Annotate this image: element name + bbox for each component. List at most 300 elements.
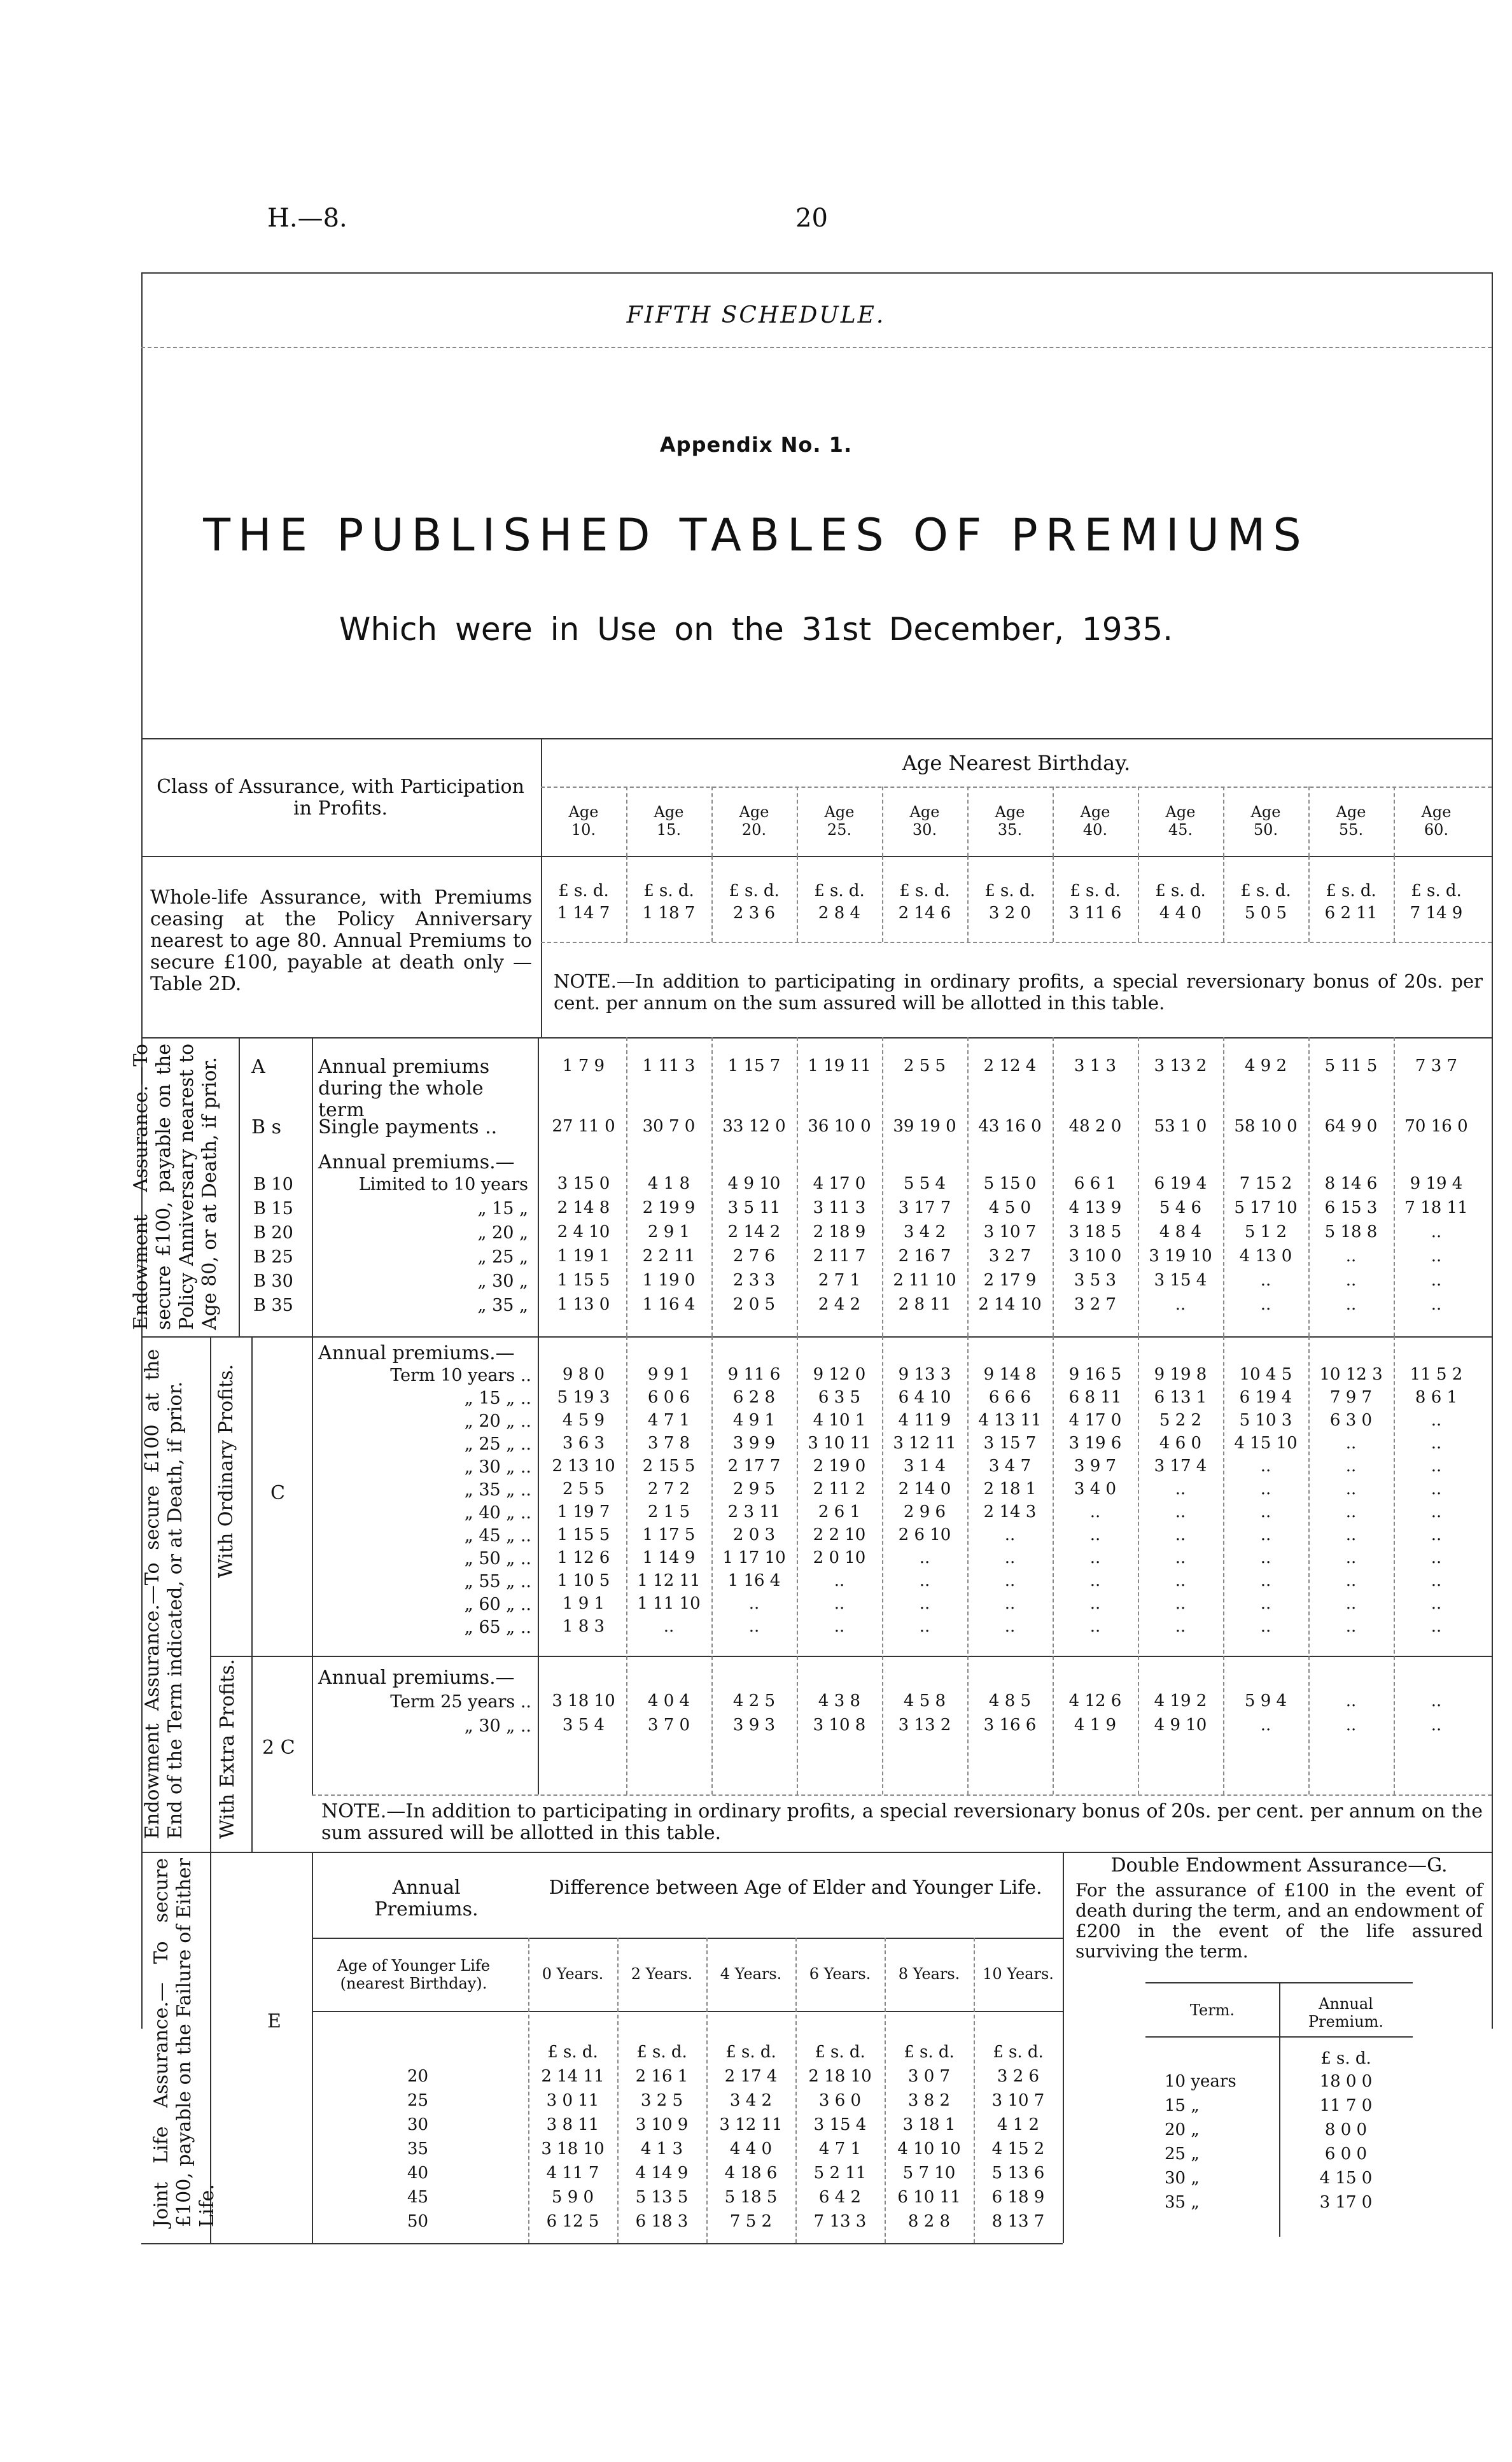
age-column-label: Age (909, 803, 940, 821)
premium-value: 2 1 5 (647, 1502, 690, 1521)
premium-value: 6 19 4 (1239, 1388, 1292, 1407)
premium-value: .. (1175, 1502, 1186, 1521)
age-column-label: Age (654, 803, 684, 821)
premium-value: 1 7 9 (562, 1056, 605, 1075)
row-label: „ 15 „ .. (464, 1388, 531, 1408)
premium-value: 1 13 0 (557, 1295, 610, 1314)
premium-value: 1 12 11 (637, 1571, 701, 1590)
premium-value: 5 9 4 (1244, 1691, 1287, 1710)
rule-line (1223, 1037, 1224, 1336)
premium-value: .. (1345, 1548, 1357, 1567)
younger-age: 45 (407, 2188, 429, 2207)
premium-value: 5 18 8 (1324, 1222, 1378, 1241)
rule-line (312, 1794, 1492, 1796)
premium-value: 8 13 7 (991, 2212, 1045, 2231)
limited-header: Annual premiums.— (318, 1151, 515, 1173)
premium-value: 2 7 2 (647, 1479, 690, 1499)
premium-value: 4 13 9 (1068, 1198, 1122, 1217)
row-label: „ 35 „ .. (464, 1480, 531, 1500)
main-title: THE PUBLISHED TABLES OF PREMIUMS (203, 509, 1309, 561)
premium-value: 5 0 5 (1244, 904, 1287, 923)
premium-value: .. (1260, 1271, 1271, 1290)
premium-value: 3 16 6 (983, 1716, 1037, 1735)
premium-value: .. (1431, 1571, 1442, 1590)
premium-value: 4 1 8 (647, 1174, 690, 1193)
premium-value: 3 2 0 (988, 904, 1032, 923)
premium-value: 2 8 11 (898, 1295, 951, 1314)
premium-value: .. (1260, 1457, 1271, 1476)
premium-value: 2 9 1 (647, 1222, 690, 1241)
premium-value: .. (1260, 1594, 1271, 1613)
premium-value: 3 5 3 (1074, 1271, 1117, 1290)
premium-value: 3 18 10 (541, 2139, 605, 2158)
premium-value: 5 9 0 (551, 2188, 594, 2207)
endowment-term-note: NOTE.—In addition to participating in ordinary profits, a special reversionary bonus of 20s. per cent. per annum on the sum assured will be allotted in this table. (321, 1800, 1483, 1844)
endowment-age80-side: Endowment Assurance.—To secure £100, payable on the Policy Anniversary nearest to Age 80, or at Death, if prior. (130, 1044, 221, 1330)
premium-value: 33 12 0 (722, 1117, 786, 1136)
premium-value: .. (1175, 1295, 1186, 1314)
premium-value: 5 19 3 (557, 1388, 610, 1407)
premium-value: .. (919, 1548, 930, 1567)
premium-value: 4 9 2 (1244, 1056, 1287, 1075)
row-label: „ 15 „ (477, 1199, 528, 1219)
premium-value: 2 14 8 (557, 1198, 610, 1217)
premium-value: 5 2 2 (1159, 1411, 1202, 1430)
premium-value: 6 3 0 (1329, 1411, 1373, 1430)
premium-value: 2 2 11 (642, 1247, 696, 1266)
premium-value: 1 14 7 (557, 904, 610, 923)
rule-line (1223, 1336, 1224, 1794)
premium-value: 10 4 5 (1239, 1365, 1292, 1384)
premium-value: 4 17 0 (813, 1174, 866, 1193)
class-code: B 35 (253, 1296, 293, 1315)
premium-value: .. (1004, 1594, 1016, 1613)
premium-value: 2 17 7 (727, 1457, 781, 1476)
premium-value: 18 0 0 (1319, 2072, 1373, 2091)
ordinary-profits-label: With Ordinary Profits. (215, 1364, 237, 1578)
class-code: A (251, 1056, 265, 1078)
premium-value: .. (1431, 1295, 1442, 1314)
premium-value: .. (834, 1571, 845, 1590)
premium-value: 6 19 4 (1154, 1174, 1207, 1193)
premium-value: .. (1260, 1479, 1271, 1499)
premium-value: 3 2 5 (640, 2091, 683, 2110)
age-column-value: 20. (741, 821, 767, 839)
premium-value: .. (1345, 1247, 1357, 1266)
premium-value: 9 19 4 (1410, 1174, 1463, 1193)
age-column-value: 30. (912, 821, 937, 839)
premium-value: 2 4 2 (818, 1295, 861, 1314)
premium-value: 4 0 4 (647, 1691, 690, 1710)
premium-value: 1 16 4 (642, 1295, 696, 1314)
premium-value: 7 15 2 (1239, 1174, 1292, 1193)
premium-value: 6 13 1 (1154, 1388, 1207, 1407)
premium-value: 2 0 5 (732, 1295, 776, 1314)
premium-value: 2 18 1 (983, 1479, 1037, 1499)
premium-value: 1 17 10 (722, 1548, 786, 1567)
premium-value: 2 19 0 (813, 1457, 866, 1476)
lsd-header: £ s. d. (814, 881, 865, 900)
class-code: E (267, 2010, 281, 2032)
lsd-header: £ s. d. (643, 881, 694, 900)
premium-value: 4 15 10 (1234, 1434, 1298, 1453)
lsd-header: £ s. d. (904, 2043, 955, 2062)
premium-value: 3 11 6 (1068, 904, 1122, 923)
premium-value: 2 9 6 (903, 1502, 946, 1521)
premium-value: 3 15 7 (983, 1434, 1037, 1453)
premium-value: .. (1431, 1617, 1442, 1636)
premium-value: .. (1260, 1502, 1271, 1521)
premium-value: 3 12 11 (893, 1434, 956, 1453)
term-header: Annual premiums.— (318, 1342, 515, 1364)
premium-value: 2 11 10 (893, 1271, 956, 1290)
premium-value: 7 9 7 (1329, 1388, 1373, 1407)
premium-value: 3 0 11 (546, 2091, 599, 2110)
row-label: „ 55 „ .. (464, 1572, 531, 1591)
premium-value: 1 19 7 (557, 1502, 610, 1521)
premium-value: .. (1345, 1295, 1357, 1314)
premium-value: 3 9 3 (732, 1716, 776, 1735)
rule-line (974, 1938, 975, 2243)
premium-value: 3 2 7 (1074, 1295, 1117, 1314)
premium-value: 2 3 3 (732, 1271, 776, 1290)
premium-value: 1 10 5 (557, 1571, 610, 1590)
premium-value: 4 7 1 (818, 2139, 862, 2158)
premium-value: .. (1345, 1434, 1357, 1453)
premium-value: 6 0 0 (1324, 2144, 1368, 2164)
premium-value: 3 7 8 (647, 1434, 690, 1453)
term-value: 35 „ (1165, 2193, 1200, 2212)
age-column-label: Age (1080, 803, 1110, 821)
rule-line (626, 1336, 627, 1794)
rule-line (882, 1037, 883, 1336)
premium-value: .. (1175, 1594, 1186, 1613)
premium-value: .. (1345, 1571, 1357, 1590)
premium-value: 4 3 8 (818, 1691, 861, 1710)
premium-value: 48 2 0 (1068, 1117, 1122, 1136)
premium-value: .. (1431, 1479, 1442, 1499)
premium-value: 3 9 9 (732, 1434, 776, 1453)
row-label: Term 25 years .. (390, 1692, 531, 1712)
premium-value: 3 0 7 (907, 2067, 951, 2086)
premium-value: 9 16 5 (1068, 1365, 1122, 1384)
term-value: 10 years (1165, 2072, 1236, 2091)
extra-profits-label: With Extra Profits. (216, 1658, 239, 1839)
rule-line (617, 1938, 619, 2243)
premium-value: 2 5 5 (562, 1479, 605, 1499)
premium-value: 4 4 0 (729, 2139, 773, 2158)
premium-value: 4 5 0 (988, 1198, 1032, 1217)
premium-value: 3 6 0 (818, 2091, 862, 2110)
class-code: 2 C (262, 1737, 295, 1759)
row-label: „ 35 „ (477, 1296, 528, 1315)
premium-value: 1 19 11 (808, 1056, 871, 1075)
premium-value: 6 15 3 (1324, 1198, 1378, 1217)
premium-value: 5 4 6 (1159, 1198, 1202, 1217)
lsd-header: £ s. d. (993, 2043, 1044, 2062)
premium-value: 2 15 5 (642, 1457, 696, 1476)
premium-value: 3 17 0 (1319, 2193, 1373, 2212)
premium-value: 2 14 2 (727, 1222, 781, 1241)
premium-value: .. (1345, 1716, 1357, 1735)
double-endowment-title: Double Endowment Assurance—G. (1110, 1854, 1448, 1877)
premium-value: 3 10 0 (1068, 1247, 1122, 1266)
younger-age-label: Age of Younger Life (nearest Birthday). (337, 1957, 490, 1992)
premium-value: 2 17 4 (724, 2067, 778, 2086)
premium-value: 11 7 0 (1319, 2096, 1373, 2115)
premium-value: 2 3 11 (727, 1502, 781, 1521)
premium-value: 5 15 0 (983, 1174, 1037, 1193)
premium-value: 3 7 0 (647, 1716, 690, 1735)
premium-value: 1 17 5 (642, 1525, 696, 1544)
premium-value: .. (748, 1594, 760, 1613)
term-column-label: Term. (1189, 2001, 1235, 2019)
premium-value: .. (1175, 1548, 1186, 1567)
premium-value: 2 5 5 (903, 1056, 946, 1075)
premium-value: 3 17 4 (1154, 1457, 1207, 1476)
premium-value: 1 18 7 (642, 904, 696, 923)
premium-value: 1 15 5 (557, 1525, 610, 1544)
premium-value: 4 1 2 (997, 2115, 1040, 2134)
premium-value: 27 11 0 (552, 1117, 615, 1136)
premium-value: 4 9 1 (732, 1411, 776, 1430)
premium-value: .. (919, 1594, 930, 1613)
premium-value: 5 17 10 (1234, 1198, 1298, 1217)
premium-value: 4 12 6 (1068, 1691, 1122, 1710)
premium-value: 5 10 3 (1239, 1411, 1292, 1430)
premium-value: 2 6 10 (898, 1525, 951, 1544)
premium-value: .. (1345, 1594, 1357, 1613)
page-number: 20 (795, 204, 828, 233)
class-code: B 20 (253, 1223, 293, 1243)
premium-value: 9 11 6 (727, 1365, 781, 1384)
age-column-value: 25. (827, 821, 852, 839)
premium-value: 1 16 4 (727, 1571, 781, 1590)
premium-value: 3 5 11 (727, 1198, 781, 1217)
premium-value: .. (1175, 1479, 1186, 1499)
premium-value: 2 18 9 (813, 1222, 866, 1241)
premium-value: 3 4 2 (903, 1222, 946, 1241)
premium-value: 1 15 7 (727, 1056, 781, 1075)
age-column-value: 60. (1424, 821, 1449, 839)
premium-value: .. (1431, 1525, 1442, 1544)
term-value: 15 „ (1165, 2096, 1200, 2115)
lsd-header: £ s. d. (1411, 881, 1462, 900)
premium-value: .. (1431, 1411, 1442, 1430)
premium-value: 7 18 11 (1404, 1198, 1468, 1217)
premium-value: 4 1 3 (640, 2139, 683, 2158)
premium-value: 2 18 10 (808, 2067, 872, 2086)
premium-value: .. (919, 1617, 930, 1636)
row-label: „ 20 „ .. (464, 1411, 531, 1431)
whole-life-description: Whole-life Assurance, with Premiums ceasing at the Policy Anniversary nearest to age 80. Annual Premiums to secure £100, payable at death only —Table 2D. (150, 886, 532, 995)
premium-value: 70 16 0 (1404, 1117, 1468, 1136)
premium-value: 4 17 0 (1068, 1411, 1122, 1430)
premium-value: 3 2 7 (988, 1247, 1032, 1266)
premium-value: 8 6 1 (1415, 1388, 1458, 1407)
premium-value: 3 13 2 (1154, 1056, 1207, 1075)
premium-value: 4 10 10 (897, 2139, 961, 2158)
premium-value: .. (1345, 1502, 1357, 1521)
rule-line (312, 2011, 1063, 2012)
premium-value: 9 13 3 (898, 1365, 951, 1384)
rule-line (1145, 2036, 1413, 2038)
premium-value: 6 4 2 (818, 2188, 862, 2207)
premium-value: .. (1345, 1525, 1357, 1544)
premium-value: 9 8 0 (562, 1365, 605, 1384)
premium-value: .. (1431, 1247, 1442, 1266)
row-label: „ 40 „ .. (464, 1503, 531, 1523)
age-column-label: Age (824, 803, 855, 821)
age-column-label: Age (1421, 803, 1452, 821)
term-value: 25 „ (1165, 2144, 1200, 2164)
rule-line (882, 1336, 883, 1794)
premium-value: 3 1 3 (1074, 1056, 1117, 1075)
rule-line (1394, 1336, 1395, 1794)
premium-value: 4 19 2 (1154, 1691, 1207, 1710)
premium-value: 4 2 5 (732, 1691, 776, 1710)
premium-value: .. (834, 1617, 845, 1636)
lsd-header: £ s. d. (1320, 2049, 1371, 2068)
premium-value: 4 13 0 (1239, 1247, 1292, 1266)
premium-value: .. (1431, 1457, 1442, 1476)
premium-value: 6 18 9 (991, 2188, 1045, 2207)
younger-age: 40 (407, 2164, 429, 2183)
premium-value: 3 1 4 (903, 1457, 946, 1476)
rule-line (1053, 1037, 1054, 1336)
row-label: „ 20 „ (477, 1223, 528, 1243)
rule-line (1308, 1336, 1310, 1794)
premium-value: 3 10 7 (991, 2091, 1045, 2110)
term-header: Annual premiums.— (318, 1667, 515, 1689)
premium-value: 3 2 6 (997, 2067, 1040, 2086)
premium-value: .. (663, 1617, 675, 1636)
premium-value: 2 11 7 (813, 1247, 866, 1266)
rule-line (797, 1336, 798, 1794)
term-value: 20 „ (1165, 2120, 1200, 2139)
premium-value: 3 10 7 (983, 1222, 1037, 1241)
premium-value: .. (1431, 1222, 1442, 1241)
row-label: Single payments .. (318, 1116, 498, 1138)
premium-value: 3 18 10 (552, 1691, 615, 1710)
premium-value: 5 11 5 (1324, 1056, 1378, 1075)
premium-value: 6 0 6 (647, 1388, 690, 1407)
premium-value: 2 6 1 (818, 1502, 861, 1521)
premium-value: 2 3 6 (732, 904, 776, 923)
premium-value: 7 5 2 (729, 2212, 773, 2231)
premium-value: 5 2 11 (813, 2164, 867, 2183)
premium-value: 7 13 3 (813, 2212, 867, 2231)
premium-value: 43 16 0 (978, 1117, 1042, 1136)
premium-value: 3 12 11 (719, 2115, 783, 2134)
premium-value: .. (834, 1594, 845, 1613)
premium-value: 3 9 7 (1074, 1457, 1117, 1476)
premium-value: 3 4 7 (988, 1457, 1032, 1476)
premium-value: 3 4 2 (729, 2091, 773, 2110)
lsd-header: £ s. d. (1155, 881, 1206, 900)
premium-value: 36 10 0 (808, 1117, 871, 1136)
premium-value: 4 7 1 (647, 1411, 690, 1430)
premium-value: 4 11 7 (546, 2164, 599, 2183)
premium-value: 6 4 10 (898, 1388, 951, 1407)
row-label: „ 60 „ .. (464, 1595, 531, 1614)
premium-value: .. (1431, 1716, 1442, 1735)
age-column-label: Age (739, 803, 769, 821)
premium-value: 6 12 5 (546, 2212, 599, 2231)
premium-value: .. (1345, 1271, 1357, 1290)
premium-value: 3 10 9 (635, 2115, 689, 2134)
premium-value: 4 14 9 (635, 2164, 689, 2183)
premium-value: 30 7 0 (642, 1117, 696, 1136)
page-reference: H.—8. (267, 204, 347, 233)
premium-value: 4 18 6 (724, 2164, 778, 2183)
premium-value: 4 6 0 (1159, 1434, 1202, 1453)
premium-value: 1 19 0 (642, 1271, 696, 1290)
premium-value: 6 2 11 (1324, 904, 1378, 923)
premium-value: .. (1004, 1548, 1016, 1567)
rule-line (711, 1037, 713, 1336)
rule-line (312, 1938, 1063, 1939)
premium-value: 4 9 10 (727, 1174, 781, 1193)
premium-value: .. (1089, 1571, 1101, 1590)
younger-age: 25 (407, 2091, 429, 2110)
premium-value: .. (1004, 1617, 1016, 1636)
difference-column: 8 Years. (898, 1965, 960, 1983)
premium-value: 10 12 3 (1319, 1365, 1383, 1384)
premium-value: 3 13 2 (898, 1716, 951, 1735)
premium-value: .. (1175, 1617, 1186, 1636)
age-column-value: 50. (1253, 821, 1278, 839)
difference-column: 0 Years. (542, 1965, 604, 1983)
premium-value: 2 11 2 (813, 1479, 866, 1499)
premium-value: 4 5 9 (562, 1411, 605, 1430)
premium-value: 3 8 11 (546, 2115, 599, 2134)
premium-value: 3 10 11 (808, 1434, 871, 1453)
lsd-header: £ s. d. (984, 881, 1035, 900)
difference-column: 4 Years. (720, 1965, 782, 1983)
difference-column: 6 Years. (809, 1965, 871, 1983)
premium-value: .. (1431, 1434, 1442, 1453)
rule-line (528, 1938, 529, 2243)
appendix-label: Appendix No. 1. (659, 433, 853, 457)
premium-value: 8 14 6 (1324, 1174, 1378, 1193)
premium-value: 2 14 0 (898, 1479, 951, 1499)
premium-value: 2 2 10 (813, 1525, 866, 1544)
class-header: Class of Assurance, with Participation in Profits. (157, 776, 524, 820)
premium-value: 9 14 8 (983, 1365, 1037, 1384)
premium-value: 3 6 3 (562, 1434, 605, 1453)
row-label: „ 50 „ .. (464, 1549, 531, 1569)
premium-value: 3 15 4 (1154, 1271, 1207, 1290)
age-column-label: Age (995, 803, 1025, 821)
row-label: „ 30 „ .. (464, 1457, 531, 1477)
premium-value: .. (1089, 1617, 1101, 1636)
premium-value: 6 6 6 (988, 1388, 1032, 1407)
premium-value: .. (1260, 1617, 1271, 1636)
premium-value: 64 9 0 (1324, 1117, 1378, 1136)
premium-value: 1 19 1 (557, 1247, 610, 1266)
age-column-value: 10. (571, 821, 596, 839)
premium-value: 2 14 10 (978, 1295, 1042, 1314)
premium-value: 3 5 4 (562, 1716, 605, 1735)
premium-value: 5 7 10 (902, 2164, 956, 2183)
premium-value: 2 7 6 (732, 1247, 776, 1266)
premium-value: 2 16 7 (898, 1247, 951, 1266)
younger-age: 30 (407, 2115, 429, 2134)
premium-value: .. (1345, 1457, 1357, 1476)
premium-value: 3 4 0 (1074, 1479, 1117, 1499)
age-column-value: 15. (656, 821, 682, 839)
